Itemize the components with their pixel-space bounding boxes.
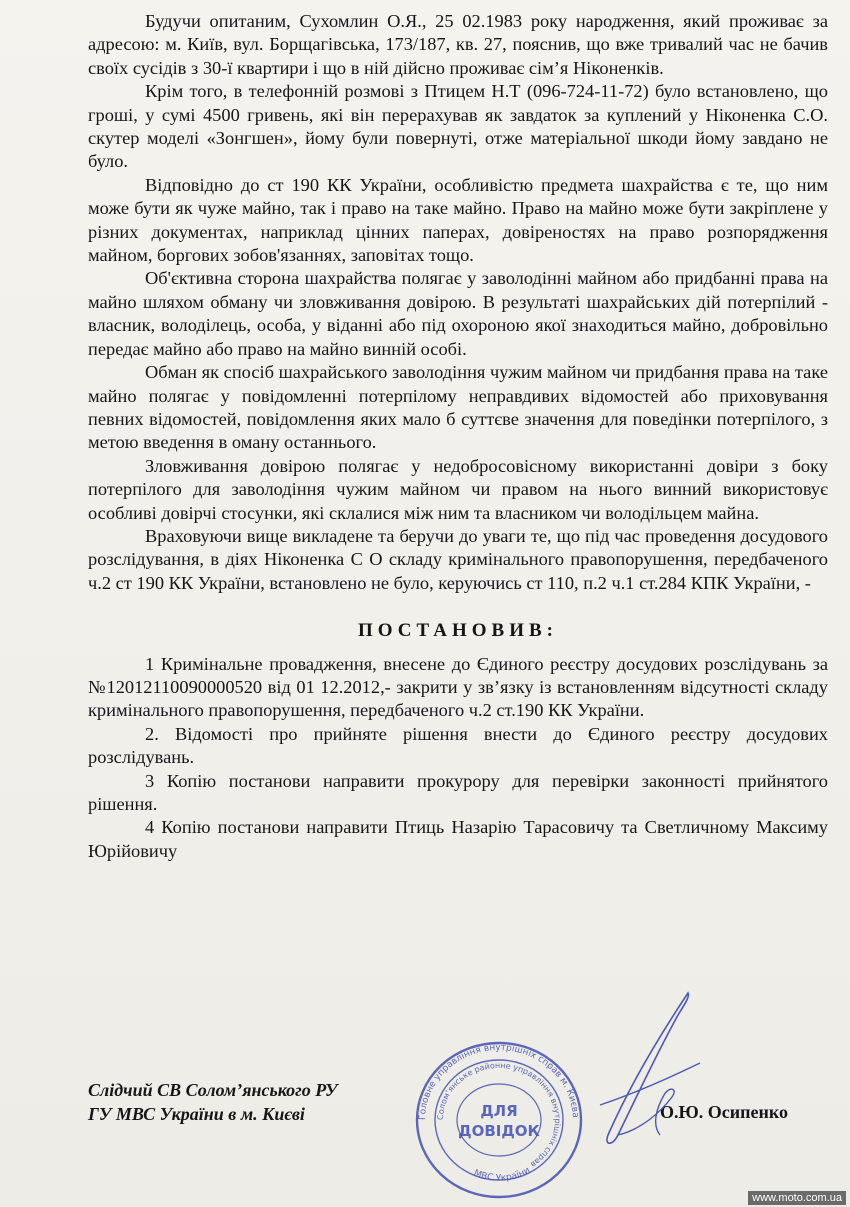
paragraph-considering: Враховуючи вище викладене та беручи до уваги те, що під час проведення досудового розслідування, в діях Ніконенка С О складу кримінального правопорушення, передбаченого ч.2 ст 190 КК України, встановлено не було, керуючись ст 110, п.2 ч.1 ст.284 КПК України, - xyxy=(88,525,828,593)
paragraph-abuse-of-trust: Зловживання довірою полягає у недобросовісному використанні довіри з боку потерпілого для заволодіння чужим майном чи правом на нього винний використовує особливі довірчі стосунки, які склалися між ним та власником чи володільцем майна. xyxy=(88,455,828,523)
investigator-name: О.Ю. Осипенко xyxy=(660,1102,788,1122)
paragraph-witness: Будучи опитаним, Сухомлин О.Я., 25 02.1983 року народження, який проживає за адресою: м. Київ, вул. Борщагівська, 173/187, кв. 27, пояснив, що вже тривалий час не бачив своїх сусідів з 30-ї квартири і що в ній дійсно проживає сім’я Ніконенків. xyxy=(88,11,828,78)
seal-inner-ring-text: Солом’янське районне управління внутрішніх справ xyxy=(435,1060,563,1170)
seal-center-line-2: ДОВІДОК xyxy=(458,1122,540,1140)
paragraph-article-190: Відповідно до ст 190 КК України, особливістю предмета шахрайства є те, що ним може бути як чуже майно, так і право на таке майно. Право на майно може бути закріплене у різних документах, наприклад цінних паперах, довіреностях на право розпорядження майном, боргових зобов'язаннях, заповітах тощо. xyxy=(88,174,828,266)
decree-item-3: 3 Копію постанови направити прокурору для перевірки законності прийнятого рішення. xyxy=(88,770,828,814)
decree-item-4: 4 Копію постанови направити Птиць Назарію Тарасовичу та Светличному Максиму Юрійовичу xyxy=(88,817,828,861)
seal-center-line-1: ДЛЯ xyxy=(480,1102,518,1120)
decree-heading: ПОСТАНОВИВ: xyxy=(358,620,558,642)
document-body xyxy=(88,10,828,863)
decree-item-1: 1 Кримінальне провадження, внесене до Єдиного реєстру досудових розслідувань за №12012110090000520 від 01 12.2012,- закрити у зв’язку із встановленням відсутності складу кримінального правопорушення, передбаченого ч.2 ст.190 КК України. xyxy=(88,653,828,721)
paragraph-objective-side: Об'єктивна сторона шахрайства полягає у заволодінні майном або придбанні права на майно шляхом обману чи зловживання довірою. В результаті шахрайських дій потерпілий - власник, володілець, особа, у віданні або під охороною якої знаходиться майно, добровільно передає майно або право на майно винній особі. xyxy=(88,268,828,359)
position-line-2: ГУ МВС України в м. Києві xyxy=(88,1104,305,1124)
decree-item-2: 2. Відомості про прийняте рішення внести до Єдиного реєстру досудових розслідувань. xyxy=(88,723,828,768)
paragraph-phone-call: Крім того, в телефонній розмові з Птицем Н.Т (096-724-11-72) було встановлено, що гроші, у сумі 4500 гривень, які він перерахував як завдаток за куплений у Ніконенка С.О. скутер моделі «Зонгшен», йому були повернуті, отже матеріальної шкоди йому завдано не було. xyxy=(88,81,828,172)
paragraph-deception: Обман як спосіб шахрайського заволодіння чужим майном чи придбання права на таке майно полягає у повідомленні потерпілому неправдивих відомостей або приховування певних відомостей, повідомлення яких мало б суттєве значення для поведінки потерпілого, з метою введення в оману останнього. xyxy=(88,362,828,453)
seal-outer-ring-text: Головне управління внутрішніх справ м. Києва xyxy=(417,1042,581,1121)
seal-bottom-text: МВС України xyxy=(472,1165,532,1184)
site-watermark: www.moto.com.ua xyxy=(748,1191,846,1205)
official-seal xyxy=(413,1040,585,1200)
svg-text:МВС України xyxy=(472,1166,532,1184)
position-line-1: Слідчий СВ Солом’янського РУ xyxy=(88,1080,338,1100)
